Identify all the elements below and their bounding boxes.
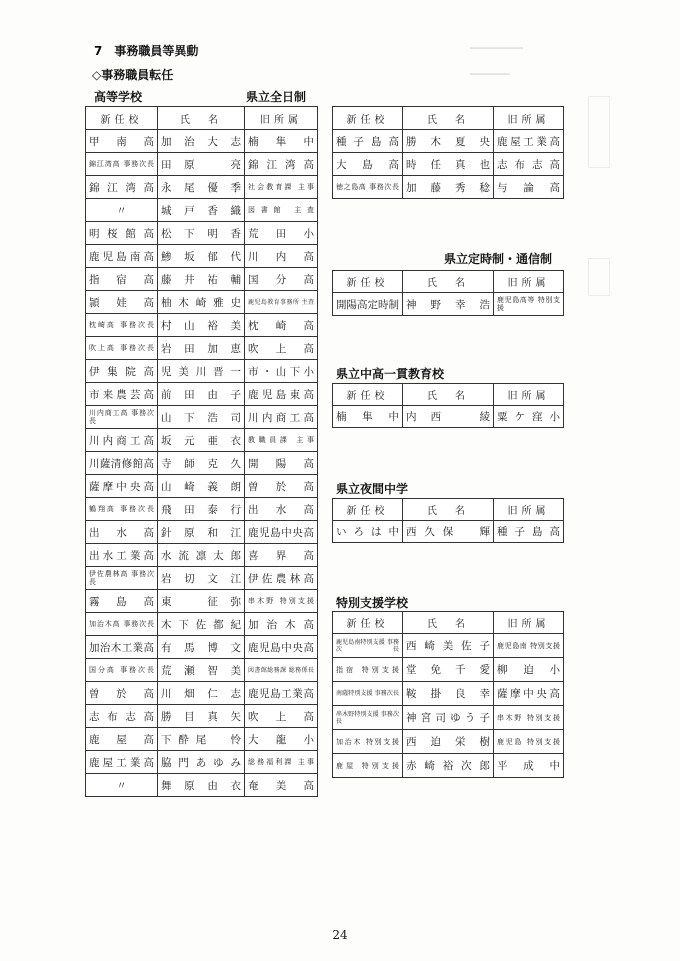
- table-row: [333, 130, 564, 153]
- old-school-cell: 川内高: [245, 245, 318, 268]
- name-cell: 時任真也: [403, 153, 494, 176]
- table-row: [86, 245, 318, 268]
- name-cell: 児美川晋一: [158, 360, 245, 383]
- name-cell: 加治大志: [158, 130, 245, 153]
- table-row: [86, 383, 318, 406]
- old-school-cell: 加治木高: [245, 613, 318, 636]
- name-cell: 岩田加恵: [158, 337, 245, 360]
- table-row: [86, 705, 318, 728]
- old-school-cell: 鹿児島教育事務所 主査: [245, 291, 318, 314]
- old-school-cell: 鹿児島南 特別支援: [494, 634, 564, 658]
- old-school-cell: 平成中: [494, 754, 564, 778]
- table-row: [86, 268, 318, 291]
- name-cell: 西崎美佐子: [403, 634, 494, 658]
- name-cell: 神宮司ゆう子: [403, 706, 494, 730]
- new-school-cell: 種子島高: [333, 130, 403, 153]
- col-old-school: 旧所属: [494, 384, 564, 406]
- bleed-through-subheading: ━━━━━━: [470, 68, 510, 81]
- new-school-cell: 頴娃高: [86, 291, 158, 314]
- night-body: [333, 521, 564, 543]
- new-school-cell: 伊佐農林高 事務次長: [86, 567, 158, 590]
- table-row: [86, 567, 318, 590]
- section-number: 7: [94, 44, 103, 58]
- col-old-school: 旧所属: [494, 499, 564, 521]
- new-school-cell: 川薩清修館高: [86, 452, 158, 475]
- new-school-cell: 国分高 事務次長: [86, 659, 158, 682]
- table-row: [86, 498, 318, 521]
- new-school-cell: 加治木 特別支援: [333, 730, 403, 754]
- col-old-school: 旧所属: [245, 107, 318, 130]
- section-title: [94, 42, 198, 59]
- table-row: [86, 291, 318, 314]
- new-school-cell: 明桜館高: [86, 222, 158, 245]
- table-row: [86, 475, 318, 498]
- new-school-cell: 南薩特別支援 事務次長: [333, 682, 403, 706]
- bleed-through-heading: ━━━━━━━━: [470, 42, 523, 55]
- combined-table: [332, 383, 564, 428]
- bleed-through-box: [588, 258, 610, 296]
- name-cell: 脇門あゆみ: [158, 751, 245, 774]
- name-cell: 田原 亮: [158, 153, 245, 176]
- new-school-cell: 錦江湾高: [86, 176, 158, 199]
- table-row: [333, 730, 564, 754]
- old-school-cell: 志布志高: [494, 153, 564, 176]
- fulltime-right-body: [333, 130, 564, 199]
- col-new-school: 新任校: [333, 499, 403, 521]
- table-row: [333, 658, 564, 682]
- table-row: [86, 452, 318, 475]
- name-cell: 柚木崎雅史: [158, 291, 245, 314]
- name-cell: 勝目真矢: [158, 705, 245, 728]
- name-cell: 前田由子: [158, 383, 245, 406]
- old-school-cell: 枕崎高: [245, 314, 318, 337]
- new-school-cell: 徳之島高 事務次長: [333, 176, 403, 199]
- new-school-cell: 加治木高 事務次長: [86, 613, 158, 636]
- name-cell: 山崎義朗: [158, 475, 245, 498]
- new-school-cell: 曽於高: [86, 682, 158, 705]
- table-row: [333, 754, 564, 778]
- name-cell: 坂元亜衣: [158, 429, 245, 452]
- new-school-cell: 鹿屋高: [86, 728, 158, 751]
- new-school-cell: 鶴翔高 事務次長: [86, 498, 158, 521]
- name-cell: 水流凛太郎: [158, 544, 245, 567]
- subsection-title: ◇事務職員転任: [92, 68, 174, 82]
- name-cell: 下酔尾 怜: [158, 728, 245, 751]
- new-school-cell: 川内商工高: [86, 429, 158, 452]
- old-school-cell: 社会教育課 主事: [245, 176, 318, 199]
- old-school-cell: 柳迫小: [494, 658, 564, 682]
- table-row: [86, 222, 318, 245]
- old-school-cell: 喜界高: [245, 544, 318, 567]
- name-cell: 舞原由衣: [158, 774, 245, 797]
- col-name: 氏 名: [403, 499, 494, 521]
- new-school-cell: 出水工業高: [86, 544, 158, 567]
- old-school-cell: 荒田小: [245, 222, 318, 245]
- table-row: [333, 706, 564, 730]
- table-row: [333, 682, 564, 706]
- name-cell: 村山裕美: [158, 314, 245, 337]
- new-school-cell: 鹿児島南高: [86, 245, 158, 268]
- name-cell: 木下佐都紀: [158, 613, 245, 636]
- new-school-cell: 串木野特別支援 事務次長: [333, 706, 403, 730]
- old-school-cell: 鹿児島中央高: [245, 636, 318, 659]
- old-school-cell: 鹿児島工業高: [245, 682, 318, 705]
- part-time-table: [332, 270, 564, 316]
- name-cell: 有馬博文: [158, 636, 245, 659]
- col-name: 氏 名: [403, 384, 494, 406]
- name-cell: 加藤秀稔: [403, 176, 494, 199]
- section-title-text: 事務職員等異動: [114, 44, 199, 58]
- old-school-cell: 与論高: [494, 176, 564, 199]
- old-school-cell: 吹上高: [245, 705, 318, 728]
- name-cell: 川畑仁志: [158, 682, 245, 705]
- name-cell: 山下浩司: [158, 406, 245, 429]
- name-cell: 岩切文江: [158, 567, 245, 590]
- new-school-cell: 錦江湾高 事務次長: [86, 153, 158, 176]
- table-row: [333, 153, 564, 176]
- new-school-cell: 指宿高: [86, 268, 158, 291]
- old-school-cell: 奄美高: [245, 774, 318, 797]
- table-row: [86, 199, 318, 222]
- high-school-label: 高等学校: [94, 90, 143, 104]
- name-cell: 藤井祐輔: [158, 268, 245, 291]
- old-school-cell: 開陽高: [245, 452, 318, 475]
- col-name: 氏 名: [403, 612, 494, 634]
- old-school-cell: 楠隼中: [245, 130, 318, 153]
- table-row: [86, 153, 318, 176]
- table-row: [86, 636, 318, 659]
- page-number: 24: [332, 928, 348, 942]
- col-new-school: 新任校: [333, 271, 403, 293]
- new-school-cell: 鹿屋工業高: [86, 751, 158, 774]
- table-row: [86, 544, 318, 567]
- special-table: [332, 611, 564, 778]
- col-name: 氏 名: [158, 107, 245, 130]
- special-body: [333, 634, 564, 778]
- old-school-cell: 曽於高: [245, 475, 318, 498]
- new-school-cell: 枕崎高 事務次長: [86, 314, 158, 337]
- table-row: [86, 406, 318, 429]
- new-school-cell: 指宿 特別支援: [333, 658, 403, 682]
- table-row: [86, 728, 318, 751]
- table-row: [86, 429, 318, 452]
- name-cell: 神野幸浩: [403, 293, 494, 316]
- old-school-cell: 伊佐農林高: [245, 567, 318, 590]
- new-school-cell: 吹上高 事務次長: [86, 337, 158, 360]
- name-cell: 針原和江: [158, 521, 245, 544]
- col-old-school: 旧所属: [494, 271, 564, 293]
- col-name: 氏 名: [403, 271, 494, 293]
- table-row: [86, 314, 318, 337]
- name-cell: 荒瀬智美: [158, 659, 245, 682]
- name-cell: 寺師克久: [158, 452, 245, 475]
- table-row: [333, 406, 564, 428]
- combined-body: [333, 406, 564, 428]
- old-school-cell: 錦江湾高: [245, 153, 318, 176]
- old-school-cell: 薩摩中央高: [494, 682, 564, 706]
- old-school-cell: 鹿児島高等 特別支援: [494, 293, 564, 316]
- table-row: [86, 751, 318, 774]
- old-school-cell: 国分高: [245, 268, 318, 291]
- new-school-cell: 開陽高定時制: [333, 293, 403, 316]
- old-school-cell: 川内商工高: [245, 406, 318, 429]
- table-row: [86, 360, 318, 383]
- fulltime-category: 県立全日制: [246, 90, 307, 104]
- old-school-cell: 大龍小: [245, 728, 318, 751]
- table-row: [86, 337, 318, 360]
- old-school-cell: 鹿児島中央高: [245, 521, 318, 544]
- new-school-cell: いろは中: [333, 521, 403, 543]
- col-old-school: 旧所属: [494, 107, 564, 130]
- name-cell: 堂免千愛: [403, 658, 494, 682]
- special-category: 特別支援学校: [336, 596, 409, 610]
- new-school-cell: 〃: [86, 774, 158, 797]
- part-time-body: [333, 293, 564, 316]
- col-new-school: 新任校: [333, 384, 403, 406]
- old-school-cell: 鹿児島東高: [245, 383, 318, 406]
- part-time-category: 県立定時制・通信制: [444, 252, 553, 266]
- fulltime-table-right: [332, 106, 564, 199]
- col-old-school: 旧所属: [494, 612, 564, 634]
- name-cell: 鯵坂郁代: [158, 245, 245, 268]
- name-cell: 赤崎裕次郎: [403, 754, 494, 778]
- col-new-school: 新任校: [333, 107, 403, 130]
- new-school-cell: 霧島高: [86, 590, 158, 613]
- new-school-cell: 甲南高: [86, 130, 158, 153]
- new-school-cell: 鹿児島南特別支援 事務次長: [333, 634, 403, 658]
- new-school-cell: 〃: [86, 199, 158, 222]
- combined-category: 県立中高一貫教育校: [336, 367, 445, 381]
- table-row: [333, 176, 564, 199]
- new-school-cell: 大島高: [333, 153, 403, 176]
- old-school-cell: 種子島高: [494, 521, 564, 543]
- new-school-cell: 伊集院高: [86, 360, 158, 383]
- new-school-cell: 川内商工高 事務次長: [86, 406, 158, 429]
- name-cell: 勝木夏央: [403, 130, 494, 153]
- bleed-through-box: [588, 96, 610, 168]
- old-school-cell: 教職員課 主事: [245, 429, 318, 452]
- old-school-cell: 鹿児島 特別支援: [494, 730, 564, 754]
- old-school-cell: 串木野 特別支援: [494, 706, 564, 730]
- night-table: [332, 498, 564, 543]
- fulltime-table-left: [85, 106, 318, 797]
- name-cell: 永尾優季: [158, 176, 245, 199]
- old-school-cell: 串木野 特別支援: [245, 590, 318, 613]
- old-school-cell: 図書館 主査: [245, 199, 318, 222]
- name-cell: 松下明香: [158, 222, 245, 245]
- table-row: [333, 293, 564, 316]
- new-school-cell: 楠隼中: [333, 406, 403, 428]
- new-school-cell: 市来農芸高: [86, 383, 158, 406]
- col-name: 氏 名: [403, 107, 494, 130]
- name-cell: 鞍掛良幸: [403, 682, 494, 706]
- old-school-cell: 出水高: [245, 498, 318, 521]
- table-row: [86, 659, 318, 682]
- table-row: [86, 176, 318, 199]
- night-category: 県立夜間中学: [336, 482, 409, 496]
- old-school-cell: 市・山下小: [245, 360, 318, 383]
- fulltime-left-body: [86, 130, 318, 797]
- old-school-cell: 粟ケ窪小: [494, 406, 564, 428]
- old-school-cell: 鹿屋工業高: [494, 130, 564, 153]
- table-row: [86, 613, 318, 636]
- table-row: [86, 590, 318, 613]
- table-row: [86, 130, 318, 153]
- new-school-cell: 志布志高: [86, 705, 158, 728]
- new-school-cell: 薩摩中央高: [86, 475, 158, 498]
- table-row: [333, 634, 564, 658]
- new-school-cell: 出水高: [86, 521, 158, 544]
- name-cell: 城戸香織: [158, 199, 245, 222]
- table-row: [86, 521, 318, 544]
- col-new-school: 新任校: [333, 612, 403, 634]
- table-row: [86, 682, 318, 705]
- new-school-cell: 加治木工業高: [86, 636, 158, 659]
- old-school-cell: 吹上高: [245, 337, 318, 360]
- name-cell: 西久保 輝: [403, 521, 494, 543]
- name-cell: 飛田泰行: [158, 498, 245, 521]
- old-school-cell: 図書館総務課 総務係長: [245, 659, 318, 682]
- new-school-cell: 鹿屋 特別支援: [333, 754, 403, 778]
- table-row: [86, 774, 318, 797]
- old-school-cell: 総務福利課 主事: [245, 751, 318, 774]
- table-row: [333, 521, 564, 543]
- col-new-school: 新任校: [86, 107, 158, 130]
- name-cell: 東 征弥: [158, 590, 245, 613]
- name-cell: 内西 綾: [403, 406, 494, 428]
- name-cell: 西迫栄樹: [403, 730, 494, 754]
